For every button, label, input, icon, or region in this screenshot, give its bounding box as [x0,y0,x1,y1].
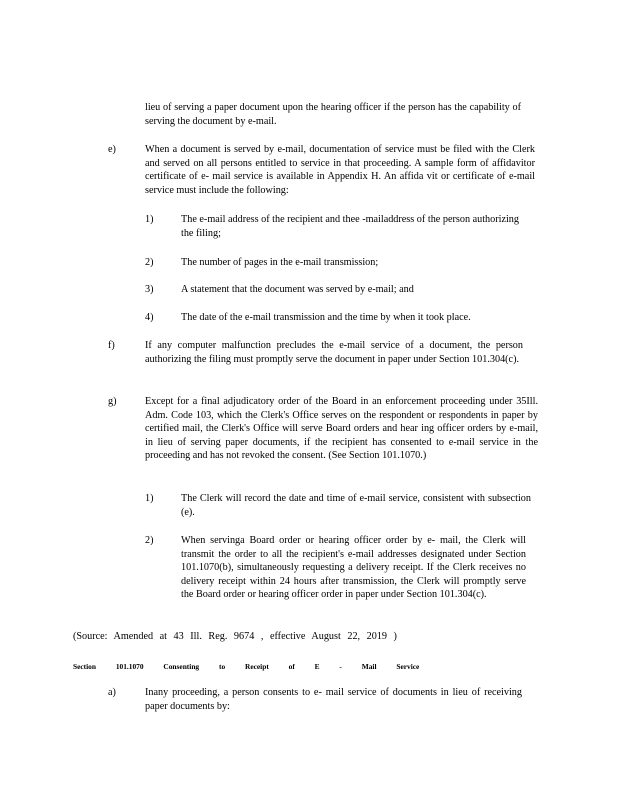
item-e-4-text: The date of the e-mail transmission and the time by when it took place. [181,312,471,323]
item-e-2-text: The number of pages in the e-mail transmission; [181,257,379,268]
item-g-text: Except for a final adjudicatory order of the Board in an enforcement proceeding under 35Ill. Adm. Code 103, which the Clerk's Office serves on the respondent or respondents in paper by certified mail, the Clerk's Office will serve Board orders and hear ing officer orders by e-mail, in lieu of serving paper documents, if the recipient has consented to e-mail service in the proceeding and has not revoked the consent. (See Section 101.1070.) [145,396,538,461]
intro-paragraph: lieu of serving a paper document upon the hearing officer if the person has the capability of serving the document by e-mail. [145,102,521,127]
section-heading: Section 101.1070 Consenting to Receipt of E - Mail Service [73,662,420,671]
item-a-text: Inany proceeding, a person consents to e- mail service of documents in lieu of receiving paper documents by: [145,687,522,712]
item-e-4-label: 4) [145,312,154,323]
item-g-2-text: When servinga Board order or hearing officer order by e- mail, the Clerk will transmit the order to all the recipient's e-mail addresses designated under Section 101.1070(b), simultaneously requesting a delivery receipt. If the Clerk receives no delivery receipt within 24 hours after transmission, the Clerk will promptly serve the Board order or hearing officer order in paper under Section 101.304(c). [181,535,526,600]
item-g-1-label: 1) [145,493,154,504]
item-e-1-label: 1) [145,214,154,225]
item-e-text: When a document is served by e-mail, documentation of service must be filed with the Clerk and served on all persons entitled to service in that proceeding. A sample form of affidavitor certificate of e- mail service is available in Appendix H. An affida vit or certificate of e-mail service must include the following: [145,144,535,196]
item-f-text: If any computer malfunction precludes the e-mail service of a document, the person authorizing the filing must promptly serve the document in paper under Section 101.304(c). [145,340,523,365]
item-f-label: f) [108,340,115,351]
item-e-1-text: The e-mail address of the recipient and thee -mailaddress of the person authorizing the filing; [181,214,519,239]
item-a-label: a) [108,687,116,698]
item-g-label: g) [108,396,117,407]
item-g-1-text: The Clerk will record the date and time of e-mail service, consistent with subsection (e). [181,493,531,518]
item-e-label: e) [108,144,116,155]
item-g-2-label: 2) [145,535,154,546]
source-note: (Source: Amended at 43 Ill. Reg. 9674 , effective August 22, 2019 ) [73,631,397,642]
item-e-3-label: 3) [145,284,154,295]
item-e-3-text: A statement that the document was served by e-mail; and [181,284,414,295]
item-e-2-label: 2) [145,257,154,268]
